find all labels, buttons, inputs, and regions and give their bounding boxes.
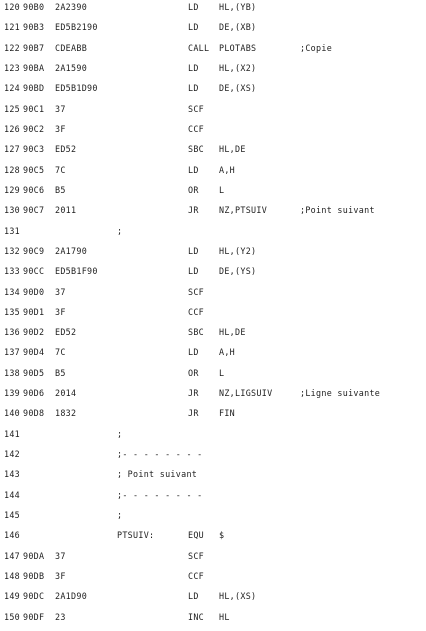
- operand: HL,DE: [219, 327, 246, 338]
- listing-line: [0, 488, 426, 502]
- mnemonic: CCF: [188, 306, 205, 317]
- address: 90BD: [23, 83, 45, 94]
- line-number: 125: [4, 103, 21, 114]
- machine-code: 3F: [55, 571, 66, 581]
- listing-line: [0, 163, 426, 177]
- operand: HL,(X2): [219, 63, 257, 73]
- listing-line: [0, 610, 426, 624]
- mnemonic: JR: [188, 205, 199, 216]
- machine-code: ED5B1D90: [55, 83, 98, 94]
- machine-code: 3F: [55, 123, 66, 134]
- listing-line: [0, 20, 426, 34]
- listing-line: [0, 528, 426, 542]
- mnemonic: LD: [188, 2, 199, 12]
- address: 90DC: [23, 591, 45, 602]
- mnemonic: SCF: [188, 550, 205, 561]
- line-number: 146: [4, 530, 21, 541]
- listing-line: [0, 142, 426, 156]
- operand: HL,(XS): [219, 591, 257, 602]
- listing-line: [0, 285, 426, 299]
- operand: DE,(YS): [219, 266, 257, 277]
- mnemonic: EQU: [188, 530, 205, 541]
- address: 90DB: [23, 571, 45, 581]
- mnemonic: LD: [188, 245, 199, 256]
- machine-code: 37: [55, 286, 66, 297]
- listing-line: [0, 81, 426, 95]
- listing-line: [0, 345, 426, 359]
- label: ; Point suivant: [117, 469, 198, 480]
- operand: DE,(XS): [219, 83, 257, 94]
- mnemonic: SCF: [188, 286, 205, 297]
- operand: HL,DE: [219, 144, 246, 155]
- mnemonic: OR: [188, 184, 199, 195]
- mnemonic: LD: [188, 83, 199, 94]
- line-number: 142: [4, 449, 21, 459]
- line-number: 139: [4, 388, 21, 399]
- operand: L: [219, 184, 225, 195]
- operand: DE,(XB): [219, 22, 257, 33]
- line-number: 150: [4, 611, 21, 622]
- address: 90D2: [23, 327, 45, 338]
- mnemonic: LD: [188, 164, 199, 175]
- machine-code: 2A1D90: [55, 591, 88, 602]
- mnemonic: JR: [188, 388, 199, 399]
- listing-line: [0, 305, 426, 319]
- listing-line: [0, 447, 426, 461]
- machine-code: 23: [55, 611, 66, 622]
- address: 90D0: [23, 286, 45, 297]
- line-number: 121: [4, 22, 21, 33]
- machine-code: 2011: [55, 205, 77, 216]
- address: 90BA: [23, 63, 45, 73]
- line-number: 148: [4, 571, 21, 581]
- listing-line: [0, 102, 426, 116]
- machine-code: 2A2390: [55, 2, 88, 12]
- address: 90D1: [23, 306, 45, 317]
- mnemonic: INC: [188, 611, 205, 622]
- label: PTSUIV:: [117, 530, 155, 541]
- machine-code: 2014: [55, 388, 77, 399]
- mnemonic: SBC: [188, 327, 205, 338]
- listing-line: [0, 467, 426, 481]
- listing-line: [0, 203, 426, 217]
- line-number: 144: [4, 489, 21, 500]
- listing-line: [0, 244, 426, 258]
- mnemonic: LD: [188, 266, 199, 277]
- line-number: 124: [4, 83, 21, 94]
- address: 90D6: [23, 388, 45, 399]
- operand: NZ,LIGSUIV: [219, 388, 273, 399]
- machine-code: 7C: [55, 164, 66, 175]
- listing-line: [0, 366, 426, 380]
- machine-code: B5: [55, 367, 66, 378]
- machine-code: 37: [55, 550, 66, 561]
- mnemonic: LD: [188, 347, 199, 358]
- machine-code: 1832: [55, 408, 77, 419]
- address: 90C1: [23, 103, 45, 114]
- mnemonic: JR: [188, 408, 199, 419]
- line-number: 132: [4, 245, 21, 256]
- label: ;: [117, 428, 123, 439]
- address: 90CC: [23, 266, 45, 277]
- address: 90DF: [23, 611, 45, 622]
- line-number: 147: [4, 550, 21, 561]
- address: 90C2: [23, 123, 45, 134]
- listing-line: [0, 264, 426, 278]
- line-number: 123: [4, 63, 21, 73]
- machine-code: ED52: [55, 327, 77, 338]
- mnemonic: SBC: [188, 144, 205, 155]
- address: 90C5: [23, 164, 45, 175]
- address: 90D5: [23, 367, 45, 378]
- listing-line: [0, 224, 426, 238]
- machine-code: ED52: [55, 144, 77, 155]
- line-number: 135: [4, 306, 21, 317]
- listing-line: [0, 325, 426, 339]
- machine-code: 3F: [55, 306, 66, 317]
- operand: NZ,PTSUIV: [219, 205, 268, 216]
- mnemonic: LD: [188, 22, 199, 33]
- mnemonic: SCF: [188, 103, 205, 114]
- line-number: 149: [4, 591, 21, 602]
- address: 90C9: [23, 245, 45, 256]
- operand: A,H: [219, 164, 236, 175]
- operand: $: [219, 530, 225, 541]
- listing-line: [0, 508, 426, 522]
- address: 90B3: [23, 22, 45, 33]
- line-number: 131: [4, 225, 21, 236]
- address: 90C3: [23, 144, 45, 155]
- machine-code: 2A1590: [55, 63, 88, 73]
- mnemonic: CCF: [188, 123, 205, 134]
- mnemonic: LD: [188, 63, 199, 73]
- operand: A,H: [219, 347, 236, 358]
- line-number: 122: [4, 42, 21, 53]
- operand: HL: [219, 611, 230, 622]
- label: ;- - - - - - - -: [117, 449, 203, 459]
- label: ;: [117, 225, 123, 236]
- machine-code: ED5B1F90: [55, 266, 98, 277]
- mnemonic: LD: [188, 591, 199, 602]
- listing-line: [0, 0, 426, 14]
- line-number: 133: [4, 266, 21, 277]
- mnemonic: CALL: [188, 42, 210, 53]
- comment: ;Point suivant: [300, 205, 375, 216]
- comment: ;Ligne suivante: [300, 388, 381, 399]
- machine-code: 7C: [55, 347, 66, 358]
- address: 90D4: [23, 347, 45, 358]
- operand: HL,(Y2): [219, 245, 257, 256]
- line-number: 143: [4, 469, 21, 480]
- operand: PLOTABS: [219, 42, 257, 53]
- machine-code: CDEABB: [55, 42, 88, 53]
- address: 90C6: [23, 184, 45, 195]
- mnemonic: OR: [188, 367, 199, 378]
- line-number: 127: [4, 144, 21, 155]
- listing-line: [0, 122, 426, 136]
- line-number: 140: [4, 408, 21, 419]
- listing-line: [0, 589, 426, 603]
- listing-line: [0, 386, 426, 400]
- listing-line: [0, 183, 426, 197]
- machine-code: 37: [55, 103, 66, 114]
- operand: L: [219, 367, 225, 378]
- machine-code: ED5B2190: [55, 22, 98, 33]
- line-number: 137: [4, 347, 21, 358]
- line-number: 130: [4, 205, 21, 216]
- line-number: 136: [4, 327, 21, 338]
- listing-line: [0, 427, 426, 441]
- operand: FIN: [219, 408, 236, 419]
- address: 90D8: [23, 408, 45, 419]
- listing-line: [0, 61, 426, 75]
- listing-line: [0, 549, 426, 563]
- address: 90B7: [23, 42, 45, 53]
- operand: HL,(YB): [219, 2, 257, 12]
- listing-line: [0, 406, 426, 420]
- line-number: 126: [4, 123, 21, 134]
- comment: ;Copie: [300, 42, 333, 53]
- address: 90C7: [23, 205, 45, 216]
- mnemonic: CCF: [188, 571, 205, 581]
- line-number: 120: [4, 2, 21, 12]
- address: 90B0: [23, 2, 45, 12]
- listing-line: [0, 41, 426, 55]
- label: ;: [117, 510, 123, 520]
- machine-code: 2A1790: [55, 245, 88, 256]
- line-number: 129: [4, 184, 21, 195]
- line-number: 128: [4, 164, 21, 175]
- address: 90DA: [23, 550, 45, 561]
- line-number: 138: [4, 367, 21, 378]
- listing-line: [0, 569, 426, 583]
- line-number: 141: [4, 428, 21, 439]
- line-number: 145: [4, 510, 21, 520]
- machine-code: B5: [55, 184, 66, 195]
- line-number: 134: [4, 286, 21, 297]
- label: ;- - - - - - - -: [117, 489, 203, 500]
